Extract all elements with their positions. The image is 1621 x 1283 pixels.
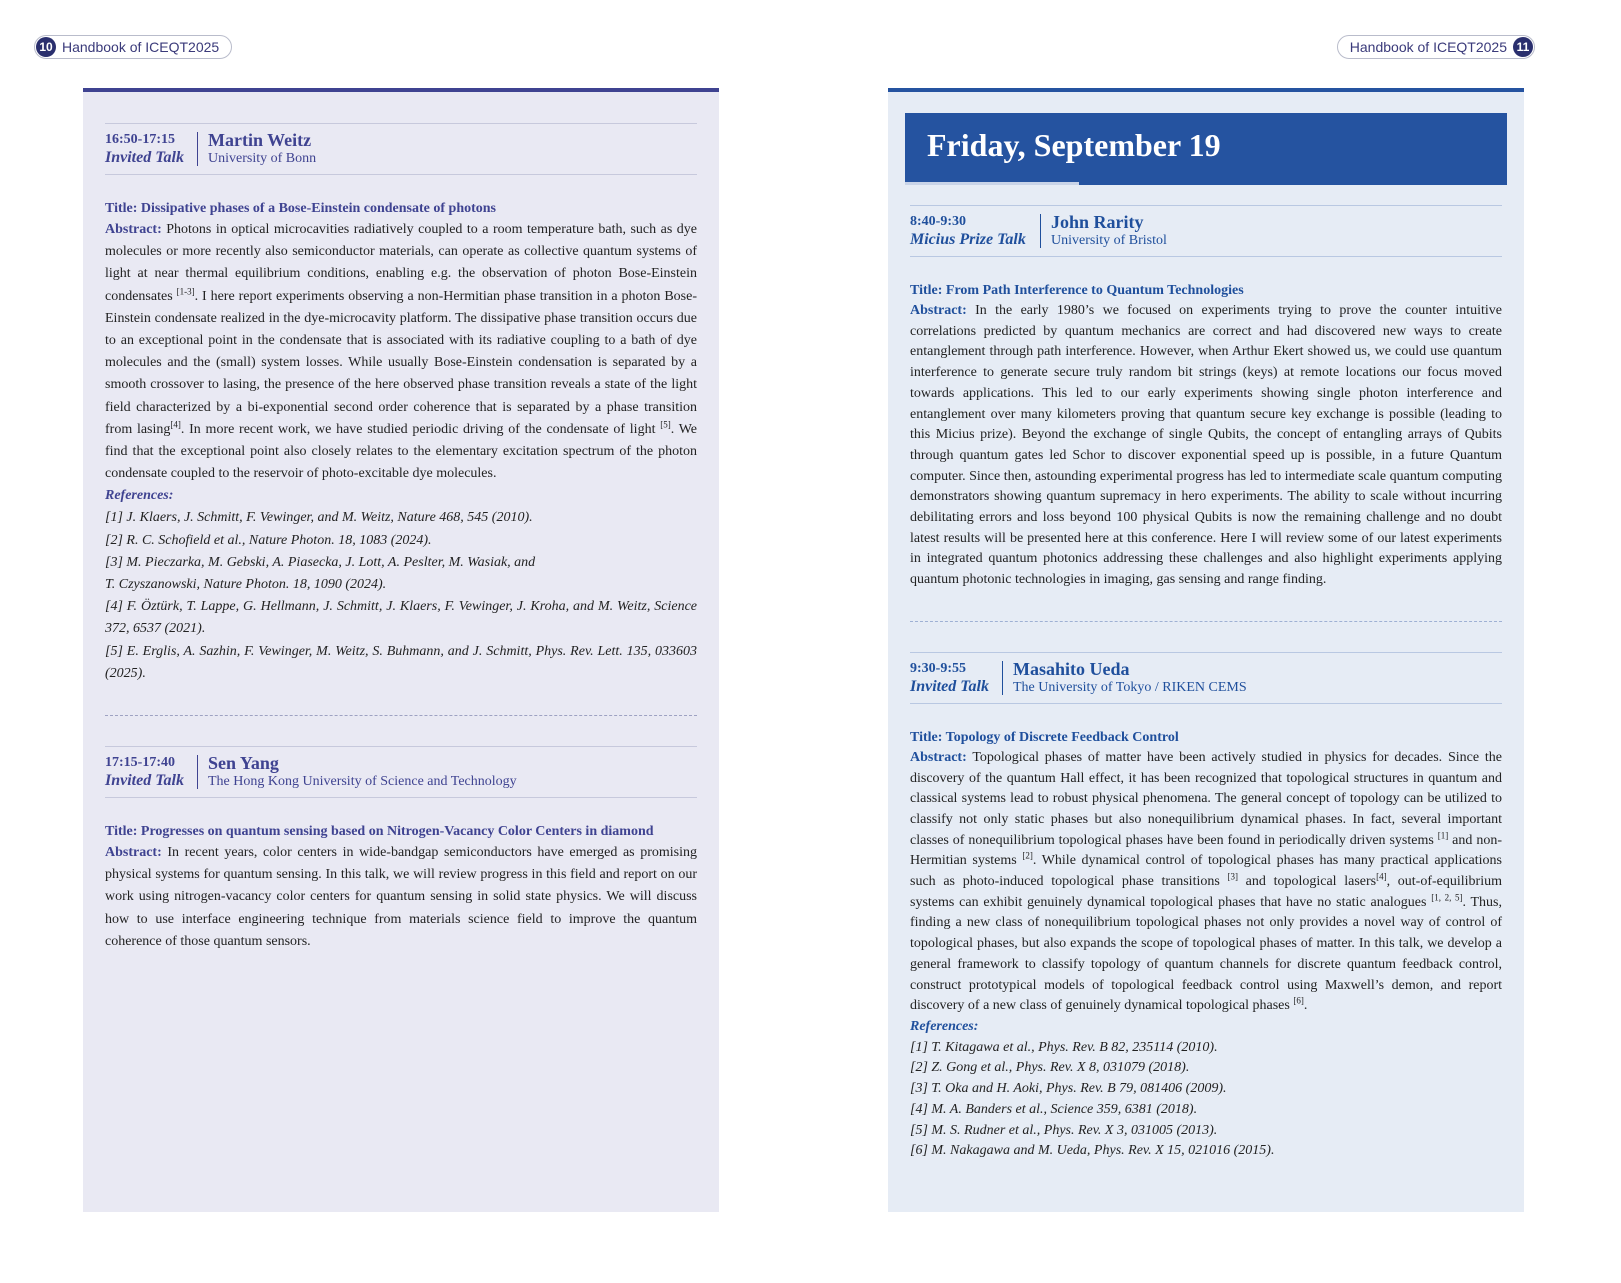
handbook-title-left: Handbook of ICEQT2025	[62, 39, 220, 55]
talk-header	[910, 205, 1502, 257]
abstract-label: Abstract:	[910, 303, 967, 318]
divider	[197, 755, 198, 789]
abstract-text: and non-Hermitian systems	[910, 832, 1502, 869]
right-page-panel	[888, 88, 1524, 1212]
abstract-text: . We find that the exceptional point also closely relates to the elementary excitation spectrum of the photon condensate coupled to the reservoir of photo-excitable dye molecules.	[105, 421, 698, 482]
abstract-text: .	[1303, 998, 1308, 1014]
talk-title: Title: From Path Interference to Quantum Technologies	[910, 283, 1244, 298]
talk-title: Title: Progresses on quantum sensing based on Nitrogen-Vacancy Color Centers in diamond	[105, 824, 654, 840]
talk-time: 8:40-9:30	[910, 214, 966, 229]
reference-item: [5] M. S. Rudner et al., Phys. Rev. X 3, 031005 (2013).	[910, 1122, 1218, 1138]
speaker-name: Masahito Ueda	[1013, 658, 1130, 679]
talk-weitz	[105, 123, 697, 953]
day-title: Friday, September 19	[927, 127, 1221, 163]
speaker-name: Martin Weitz	[208, 130, 312, 150]
speaker-name: John Rarity	[1051, 212, 1144, 232]
talk-time: 9:30-9:55	[910, 660, 966, 676]
talk-rarity	[910, 205, 1502, 1162]
handbook-title-right: Handbook of ICEQT2025	[1349, 39, 1507, 55]
talk-time: 16:50-17:15	[105, 132, 175, 147]
reference-item: [1] T. Kitagawa et al., Phys. Rev. B 82, 235114 (2010).	[910, 1039, 1218, 1055]
banner-underline	[905, 182, 1079, 185]
speaker-affiliation: University of Bristol	[1051, 233, 1167, 248]
abstract-label: Abstract:	[105, 845, 162, 861]
citation: [1, 2, 5]	[1431, 892, 1463, 903]
abstract-text: Topological phases of matter have been actively studied in physics for decades. Since the discovery of the quantum Hall effect, it has been recognized that topological structures in quantum and classical systems lead to robust physical phenomena. The general concept of topology can be utilized to classify not only static phases but also nonequilibrium dynamical phases. In fact, several important classes of nonequilibrium topological phases have been found in periodically driven systems	[910, 749, 1502, 848]
citation: [3]	[1227, 871, 1238, 882]
speaker-affiliation: University of Bonn	[208, 151, 317, 166]
abstract-text: . Thus, finding a new class of nonequilibrium topological phases not only provides a novel way of control of topological phases, but also expands the scope of topological phases of matter. In this talk, we develop a general framework to classify topology of quantum channels for discrete quantum feedback control, construct prototypical models of topological feedback control using Maxwell’s demon, and report discovery of a new class of genuinely dynamical topological phases	[910, 894, 1503, 1014]
reference-item: [2] R. C. Schofield et al., Nature Photon. 18, 1083 (2024).	[105, 532, 432, 548]
reference-item: [3] M. Pieczarka, M. Gebski, A. Piasecka, J. Lott, A. Peslter, M. Wasiak, and	[105, 554, 536, 570]
talk-header	[105, 123, 697, 175]
reference-item: [2] Z. Gong et al., Phys. Rev. X 8, 031079 (2018).	[910, 1060, 1190, 1076]
abstract-text: Photons in optical microcavities radiatively coupled to a room temperature bath, such as dye molecules or more recently also semiconductor materials, can operate as collective quantum systems of light at near thermal equilibrium conditions, enabling e.g. the observation of photon Bose-Einstein condensates	[105, 222, 697, 304]
reference-item: [6] M. Nakagawa and M. Ueda, Phys. Rev. X 15, 021016 (2015).	[910, 1143, 1275, 1159]
reference-item: [4] M. A. Banders et al., Science 359, 6381 (2018).	[910, 1101, 1198, 1117]
talk-kind: Micius Prize Talk	[910, 231, 1026, 248]
talk-header	[910, 652, 1502, 704]
abstract-text: , out-of-equilibrium systems can exhibit genuinely dynamical topological phases that have no static analogues	[910, 874, 1502, 910]
talk-kind: Invited Talk	[105, 149, 184, 166]
speaker-affiliation: The Hong Kong University of Science and Technology	[208, 774, 517, 790]
abstract-text: and topological lasers	[1237, 874, 1377, 890]
day-banner	[905, 113, 1507, 185]
section-separator	[910, 621, 1502, 622]
speaker-name: Sen Yang	[208, 753, 279, 774]
citation: [2]	[1022, 850, 1033, 861]
abstract-label: Abstract:	[910, 749, 967, 765]
abstract-text: In recent years, color centers in wide-bandgap semiconductors have emerged as promising physical systems for quantum sensing. In this talk, we will review progress in this field and report on our work using nitrogen-vacancy color centers for quantum sensing in solid state physics. We will discuss how to use interface engineering technique from materials science field to improve the quantum coherence of those quantum sensors.	[105, 845, 697, 949]
talk-kind: Invited Talk	[910, 677, 989, 695]
talk-header	[105, 746, 697, 798]
abstract-text: . I here report experiments observing a non-Hermitian phase transition in a photon Bose-Einstein condensate realized in the dye-microcavity platform. The dissipative phase transition occurs due to an exceptional point in the condensate that is associated with its radiative coupling to a bath of dye molecules and the (small) system losses. While usually Bose-Einstein condensation is separated by a smooth crossover to lasing, the presence of the here observed phase transition reveals a state of the light field characterized by a bi-exponential second order coherence that is separated by a phase transition from lasing	[105, 288, 697, 437]
page-number-right: 11	[1513, 37, 1533, 57]
abstract	[910, 301, 1502, 591]
divider	[197, 132, 198, 166]
talk-kind: Invited Talk	[105, 772, 184, 790]
header-page-left	[34, 35, 232, 59]
citation: [1]	[1437, 830, 1449, 840]
abstract-label: Abstract:	[105, 222, 162, 237]
abstract	[105, 842, 697, 953]
citation: [4]	[1376, 871, 1387, 882]
abstract	[105, 219, 697, 485]
talk-title: Title: Dissipative phases of a Bose-Einstein condensate of photons	[105, 201, 497, 216]
header-page-right	[1337, 35, 1535, 59]
abstract-text: . While dynamical control of topological phases has many practical applications such as photo-induced topological phase transitions	[910, 853, 1502, 890]
divider	[1040, 214, 1041, 248]
citation: [1-3]	[176, 285, 195, 296]
reference-item: [3] T. Oka and H. Aoki, Phys. Rev. B 79, 081406 (2009).	[910, 1081, 1227, 1097]
section-separator	[105, 715, 697, 716]
references-heading: References:	[105, 488, 174, 504]
divider	[1002, 661, 1003, 695]
abstract-text: In the early 1980’s we focused on experiments trying to prove the counter intuitive correlations predicted by quantum mechanics are correct and had discovered new ways to create entanglement through path interference. However, when Arthur Ekert showed us, we could use quantum interference to generate secure truly random bit strings (keys) at remote locations our focus moved towards applications. This led to our early experiments showing single photon interference and entanglement over many kilometers proving that quantum secure key exchange is possible (leading to this Micius prize). Beyond the exchange of single Qubits, the concept of entangling arrays of Qubits through quantum gates led Schor to discover exponential speed up is possible, in a future Quantum computer. Since then, astounding experimental progress has led to intermediate scale quantum computing demonstrators showing quantum supremacy in hero experiments. The ability to scale without incurring debilitating errors and loss beyond 100 physical Qubits is now the remaining challenge and no doubt latest results will be presented here at this conference. Here I will review some of our latest experiments in integrated quantum photonics addressing these challenges and also highlight experiments applying quantum photonic technologies in imaging, gas sensing and range finding.	[910, 303, 1502, 588]
references-heading: References:	[910, 1018, 979, 1034]
talk-time: 17:15-17:40	[105, 755, 175, 771]
citation: [5]	[660, 419, 671, 430]
reference-item: T. Czyszanowski, Nature Photon. 18, 1090 (2024).	[105, 577, 387, 593]
reference-item: [1] J. Klaers, J. Schmitt, F. Vewinger, and M. Weitz, Nature 468, 545 (2010).	[105, 510, 533, 526]
talk-title: Title: Topology of Discrete Feedback Control	[910, 729, 1179, 745]
left-page-panel	[83, 88, 719, 1212]
speaker-affiliation: The University of Tokyo / RIKEN CEMS	[1013, 679, 1247, 695]
citation: [4]	[170, 419, 181, 430]
reference-item: [5] E. Erglis, A. Sazhin, F. Vewinger, M. Weitz, S. Buhmann, and J. Schmitt, Phys. Rev. Lett. 135, 033603 (2025).	[105, 643, 697, 681]
abstract	[910, 748, 1502, 1017]
reference-item: [4] F. Öztürk, T. Lappe, G. Hellmann, J. Schmitt, J. Klaers, F. Vewinger, J. Kroha, and M. Weitz, Science 372, 6537 (2021).	[105, 599, 697, 637]
abstract-text: . In more recent work, we have studied periodic driving of the condensate of light	[180, 421, 661, 437]
citation: [6]	[1293, 995, 1304, 1006]
page-number-left: 10	[36, 37, 56, 57]
